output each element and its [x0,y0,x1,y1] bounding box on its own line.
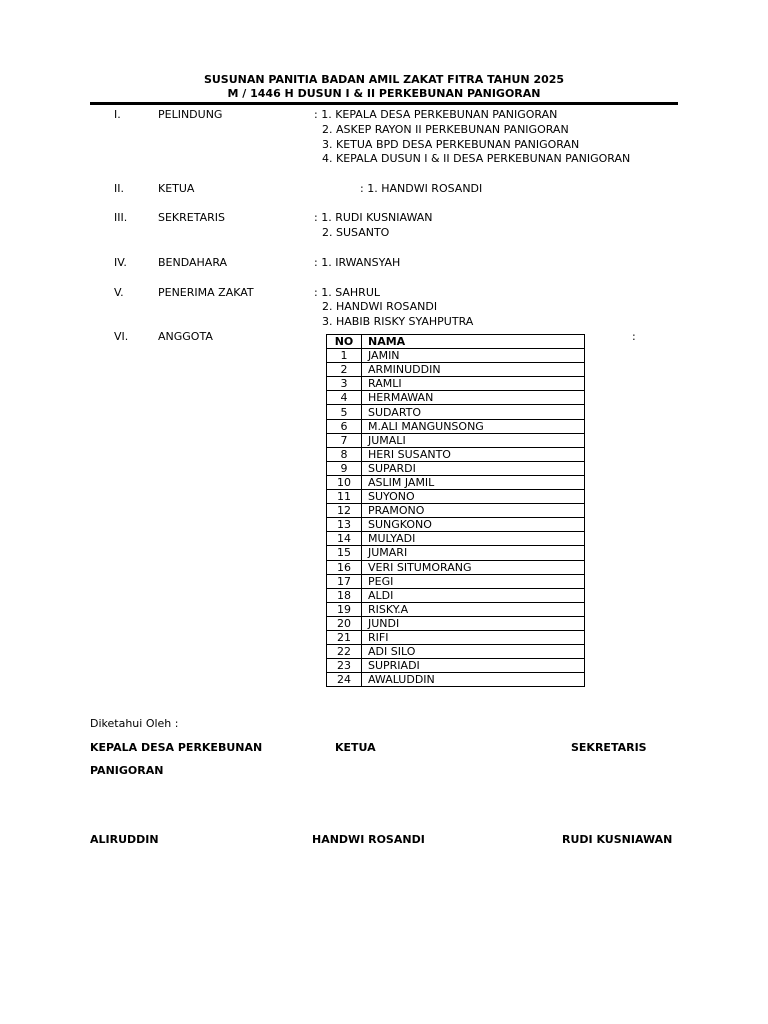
table-row [327,630,585,644]
member-name-cell: M.ALI MANGUNSONG [362,419,585,433]
section-pelindung-number: I. [114,108,121,121]
section-penerima-label: PENERIMA ZAKAT [158,286,254,299]
table-row [327,673,585,687]
member-number-cell: 3 [327,377,362,391]
member-number-cell: 2 [327,363,362,377]
table-row [327,616,585,630]
member-name-cell: ARMINUDDIN [362,363,585,377]
member-name-cell: JUMALI [362,433,585,447]
section-sekretaris-label: SEKRETARIS [158,211,225,224]
member-number-cell: 14 [327,532,362,546]
member-name-cell: SUPARDI [362,461,585,475]
anggota-colon: : [632,330,636,343]
member-number-cell: 7 [327,433,362,447]
section-pelindung-label: PELINDUNG [158,108,223,121]
member-number-cell: 1 [327,349,362,363]
member-name-cell: PEGI [362,574,585,588]
table-row [327,363,585,377]
document-title-line1: SUSUNAN PANITIA BADAN AMIL ZAKAT FITRA TAHUN 2025 [203,73,565,86]
kades-title-line1: KEPALA DESA PERKEBUNAN [90,741,263,754]
column-header-no: NO [327,335,362,349]
section-ketua-number: II. [114,182,124,195]
table-row [327,518,585,532]
member-name-cell: ADI SILO [362,645,585,659]
table-row [327,447,585,461]
pelindung-item: 2. ASKEP RAYON II PERKEBUNAN PANIGORAN [322,123,569,136]
table-row [327,574,585,588]
table-row [327,532,585,546]
table-row [327,560,585,574]
member-number-cell: 16 [327,560,362,574]
table-row [327,659,585,673]
member-name-cell: RIFI [362,630,585,644]
table-row [327,377,585,391]
document-title-line2: M / 1446 H DUSUN I & II PERKEBUNAN PANIGORAN [227,87,541,100]
table-row [327,588,585,602]
sekretaris-signature-name: RUDI KUSNIAWAN [562,833,673,846]
title-underline [90,102,678,105]
member-name-cell: JAMIN [362,349,585,363]
member-name-cell: PRAMONO [362,504,585,518]
section-anggota-number: VI. [114,330,129,343]
section-sekretaris-number: III. [114,211,128,224]
sekretaris-signature-title: SEKRETARIS [571,741,647,754]
member-number-cell: 18 [327,588,362,602]
section-anggota-label: ANGGOTA [158,330,213,343]
kades-signature-name: ALIRUDDIN [90,833,159,846]
table-row [327,405,585,419]
table-row [327,490,585,504]
member-name-cell: SUYONO [362,490,585,504]
member-number-cell: 9 [327,461,362,475]
pelindung-item: 4. KEPALA DUSUN I & II DESA PERKEBUNAN PANIGORAN [322,152,631,165]
known-by-label: Diketahui Oleh : [90,717,179,730]
section-bendahara-number: IV. [114,256,127,269]
table-header-row [327,335,585,349]
ketua-signature-title: KETUA [335,741,376,754]
members-table-body [327,349,585,687]
member-name-cell: AWALUDDIN [362,673,585,687]
member-number-cell: 22 [327,645,362,659]
table-row [327,475,585,489]
member-name-cell: HERI SUSANTO [362,447,585,461]
member-number-cell: 21 [327,630,362,644]
member-number-cell: 5 [327,405,362,419]
table-row [327,349,585,363]
table-row [327,433,585,447]
member-name-cell: ASLIM JAMIL [362,475,585,489]
member-number-cell: 12 [327,504,362,518]
member-name-cell: MULYADI [362,532,585,546]
table-row [327,461,585,475]
member-number-cell: 10 [327,475,362,489]
member-number-cell: 4 [327,391,362,405]
member-number-cell: 8 [327,447,362,461]
member-number-cell: 15 [327,546,362,560]
member-name-cell: JUMARI [362,546,585,560]
bendahara-item: : 1. IRWANSYAH [314,256,401,269]
table-row [327,645,585,659]
pelindung-item: 3. KETUA BPD DESA PERKEBUNAN PANIGORAN [322,138,580,151]
section-bendahara-label: BENDAHARA [158,256,228,269]
penerima-item: 3. HABIB RISKY SYAHPUTRA [322,315,474,328]
ketua-item: : 1. HANDWI ROSANDI [360,182,483,195]
member-number-cell: 13 [327,518,362,532]
member-number-cell: 24 [327,673,362,687]
member-name-cell: HERMAWAN [362,391,585,405]
section-penerima-number: V. [114,286,124,299]
sekretaris-item: 2. SUSANTO [322,226,390,239]
member-name-cell: ALDI [362,588,585,602]
member-name-cell: RAMLI [362,377,585,391]
kades-title-line2: PANIGORAN [90,764,164,777]
member-name-cell: RISKY.A [362,602,585,616]
pelindung-item: : 1. KEPALA DESA PERKEBUNAN PANIGORAN [314,108,558,121]
member-number-cell: 11 [327,490,362,504]
section-ketua-label: KETUA [158,182,195,195]
column-header-nama: NAMA [362,335,585,349]
member-name-cell: SUNGKONO [362,518,585,532]
member-name-cell: VERI SITUMORANG [362,560,585,574]
member-number-cell: 6 [327,419,362,433]
sekretaris-item: : 1. RUDI KUSNIAWAN [314,211,433,224]
member-name-cell: SUPRIADI [362,659,585,673]
penerima-item: 2. HANDWI ROSANDI [322,300,438,313]
table-row [327,602,585,616]
table-row [327,504,585,518]
members-table [326,334,585,687]
member-number-cell: 19 [327,602,362,616]
member-name-cell: SUDARTO [362,405,585,419]
penerima-item: : 1. SAHRUL [314,286,380,299]
member-number-cell: 23 [327,659,362,673]
table-row [327,546,585,560]
table-row [327,419,585,433]
ketua-signature-name: HANDWI ROSANDI [312,833,425,846]
table-row [327,391,585,405]
member-name-cell: JUNDI [362,616,585,630]
member-number-cell: 17 [327,574,362,588]
member-number-cell: 20 [327,616,362,630]
